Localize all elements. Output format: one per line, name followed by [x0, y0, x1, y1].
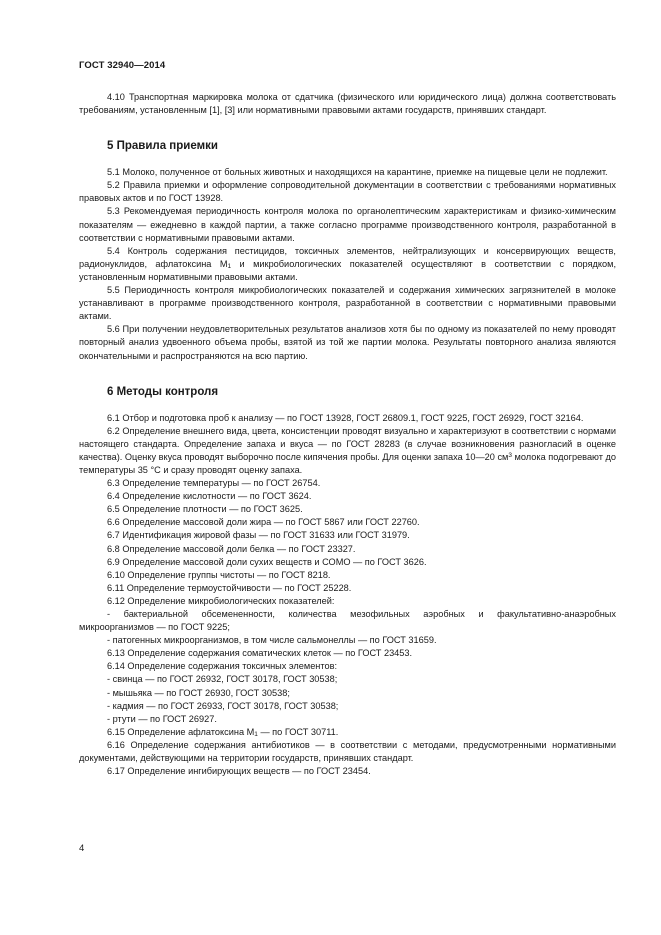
clause-6-15-text-b: — по ГОСТ 30711. — [257, 726, 339, 737]
clause-6-12-item-2: - патогенных микроорганизмов, в том числе сальмонеллы — по ГОСТ 31659. — [107, 635, 437, 646]
clause-6-8: 6.8 Определение массовой доли белка — по ГОСТ 23327. — [107, 543, 356, 554]
clause-6-7: 6.7 Идентификация жировой фазы — по ГОСТ 31633 или ГОСТ 31979. — [107, 530, 410, 541]
clause-6-15-text-a: 6.15 Определение афлатоксина М — [107, 726, 255, 737]
clause-6-2 — [79, 425, 616, 477]
clause-5-4-text-b: и микробиологических показателей осуществляют в соответствии с порядком, установленным нормативными правовыми актами. — [79, 258, 617, 282]
clause-6-12-item-1: - бактериальной обсемененности, количества мезофильных аэробных и факультативно-анаэробных микроорганизмов — по ГОСТ 9225; — [79, 609, 616, 633]
clause-5-3: 5.3 Рекомендуемая периодичность контроля молока по органолептическим характеристикам и физико-химическим показателям — ежедневно в каждой партии, а также согласно программе производственного контроля, разработанной в соответствии с нормативными правовыми актами. — [79, 206, 616, 243]
clause-6-14: 6.14 Определение содержания токсичных элементов: — [107, 661, 338, 672]
clause-6-3: 6.3 Определение температуры — по ГОСТ 26754. — [107, 478, 321, 489]
section-6-title: 6 Методы контроля — [107, 385, 219, 398]
clause-6-4: 6.4 Определение кислотности — по ГОСТ 3624. — [107, 491, 312, 502]
clause-6-13: 6.13 Определение содержания соматических клеток — по ГОСТ 23453. — [107, 648, 413, 659]
document-body — [79, 91, 616, 778]
clause-6-14-item-4: - ртути — по ГОСТ 26927. — [107, 713, 217, 724]
clause-5-2: 5.2 Правила приемки и оформление сопроводительной документации в соответствии с требованиями нормативных правовых актов и по ГОСТ 13928. — [79, 180, 616, 204]
clause-6-10: 6.10 Определение группы чистоты — по ГОСТ 8218. — [107, 569, 331, 580]
clause-6-2-superscript: 3 — [508, 451, 512, 459]
clause-6-17: 6.17 Определение ингибирующих веществ — по ГОСТ 23454. — [107, 766, 371, 777]
clause-6-15 — [79, 726, 616, 739]
clause-6-2-text-a: 6.2 Определение внешнего вида, цвета, консистенции проводят визуально и характеризуют в соответствии с нормами настоящего стандарта. Определение запаха и вкуса — по ГОСТ 28283 (в случае возникновения разногласий в оценке качества). Оценку вкуса проводят выборочно после кипячения пробы. Для оценки запаха 10—20 см — [79, 425, 616, 462]
clause-4-10: 4.10 Транспортная маркировка молока от сдатчика (физического или юридического лица) должна соответствовать требованиям, установленным [1], [3] или нормативными правовыми актами государств, принявших стандарт. — [79, 92, 616, 116]
clause-6-12: 6.12 Определение микробиологических показателей: — [107, 595, 335, 606]
clause-6-9: 6.9 Определение массовой доли сухих веществ и СОМО — по ГОСТ 3626. — [107, 556, 427, 567]
section-5-title: 5 Правила приемки — [107, 140, 218, 153]
clause-6-14-item-3: - кадмия — по ГОСТ 26933, ГОСТ 30178, ГОСТ 30538; — [107, 700, 339, 711]
clause-6-6: 6.6 Определение массовой доли жира — по ГОСТ 5867 или ГОСТ 22760. — [107, 517, 420, 528]
clause-6-16: 6.16 Определение содержания антибиотиков — в соответствии с методами, предусмотренными нормативными документами, действующими на территории государств, принявших стандарт. — [79, 739, 616, 764]
clause-6-14-item-1: - свинца — по ГОСТ 26932, ГОСТ 30178, ГОСТ 30538; — [107, 674, 338, 685]
clause-6-5: 6.5 Определение плотности — по ГОСТ 3625. — [107, 504, 303, 515]
clause-5-5: 5.5 Периодичность контроля микробиологических показателей и содержания химических загрязнителей в молоке устанавливают в программе производственного контроля, разработанной в соответствии с нормативными правовыми актами. — [79, 285, 616, 322]
clause-5-4-text-a: 5.4 Контроль содержания пестицидов, токсичных элементов, нейтрализующих и консервирующих веществ, радионуклидов, афлатоксина М — [79, 245, 616, 269]
clause-5-1: 5.1 Молоко, полученное от больных животных и находящихся на карантине, приемке на пищевые цели не подлежит. — [107, 167, 608, 178]
clause-5-6: 5.6 При получении неудовлетворительных результатов анализов хотя бы по одному из показателей по нему проводят повторный анализ удвоенного объема пробы, взятой из той же партии молока. Результаты повторного анализа являются окончательными и распространяются на всю партию. — [79, 324, 616, 361]
clause-6-11: 6.11 Определение термоустойчивости — по ГОСТ 25228. — [107, 582, 352, 593]
clause-6-14-item-2: - мышьяка — по ГОСТ 26930, ГОСТ 30538; — [107, 687, 290, 698]
clause-6-1: 6.1 Отбор и подготовка проб к анализу — по ГОСТ 13928, ГОСТ 26809.1, ГОСТ 9225, ГОСТ 26929, ГОСТ 32164. — [107, 412, 584, 423]
clause-6-2-text-b: молока подогревают до температуры 35 °С и сразу проводят оценку запаха. — [79, 451, 616, 475]
page-number: 4 — [79, 843, 85, 854]
clause-5-4-subscript: 1 — [227, 262, 232, 270]
clause-5-4 — [79, 245, 616, 284]
clause-6-15-subscript: 1 — [254, 730, 258, 738]
document-code-header: ГОСТ 32940—2014 — [79, 60, 166, 71]
